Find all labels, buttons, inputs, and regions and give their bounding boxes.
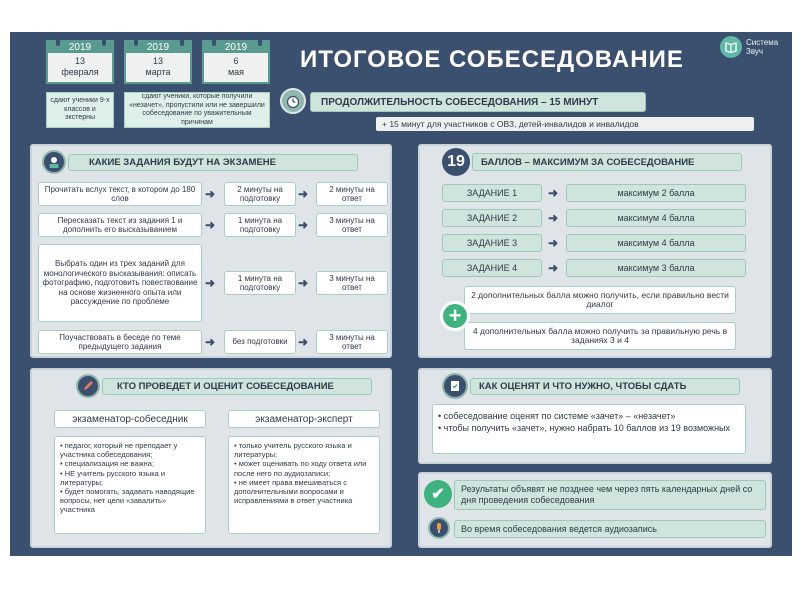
date-card-february bbox=[46, 40, 114, 84]
expert-point: • не имеет права вмешиваться с дополнительными вопросами и исправлениями в ответ участника bbox=[234, 477, 353, 506]
check-icon: ✔ bbox=[424, 480, 452, 508]
task-2: Пересказать текст из задания 1 и дополнить его высказыванием bbox=[38, 213, 202, 237]
arrow-right-icon: ➜ bbox=[205, 218, 216, 232]
tasks-header: КАКИЕ ЗАДАНИЯ БУДУТ НА ЭКЗАМЕНЕ bbox=[68, 154, 358, 171]
arrow-right-icon: ➜ bbox=[548, 211, 559, 225]
arrow-right-icon: ➜ bbox=[298, 218, 309, 232]
date-value: 6 мая bbox=[227, 56, 245, 77]
interviewer-point: • будет помогать, задавать наводящие вопросы, нет цели «завалить» участника bbox=[60, 487, 195, 515]
task-1-prep: 2 минуты на подготовку bbox=[224, 182, 296, 206]
arrow-right-icon: ➜ bbox=[548, 186, 559, 200]
extra-time-note: + 15 минут для участников с ОВЗ, детей-инвалидов и инвалидов bbox=[376, 117, 754, 131]
score-max-4: максимум 3 балла bbox=[566, 259, 746, 277]
duration-label: ПРОДОЛЖИТЕЛЬНОСТЬ СОБЕСЕДОВАНИЯ – 15 МИНУТ bbox=[310, 92, 646, 112]
score-task-2: ЗАДАНИЕ 2 bbox=[442, 209, 542, 227]
task-2-answer: 3 минуты на ответ bbox=[316, 213, 388, 237]
note-ninth-grade: сдают ученики 9-х классов и экстерны bbox=[46, 92, 114, 128]
task-1-answer: 2 минуты на ответ bbox=[316, 182, 388, 206]
pass-rules bbox=[432, 404, 746, 454]
task-3-prep: 1 минута на подготовку bbox=[224, 271, 296, 295]
date-card-may bbox=[202, 40, 270, 84]
logo-text: Система Звуч bbox=[746, 38, 779, 56]
task-2-prep: 1 минута на подготовку bbox=[224, 213, 296, 237]
pass-rule: • собеседование оценят по системе «зачет» – «незачет» bbox=[438, 411, 676, 421]
interviewer-point: • специализация не важна; bbox=[60, 459, 155, 469]
arrow-right-icon: ➜ bbox=[298, 276, 309, 290]
task-4: Поучаствовать в беседе по теме предыдущего задания bbox=[38, 330, 202, 354]
arrow-right-icon: ➜ bbox=[205, 335, 216, 349]
expert-description bbox=[228, 436, 380, 534]
date-value: 13 марта bbox=[145, 56, 171, 77]
scores-header: БАЛЛОВ – МАКСИМУМ ЗА СОБЕСЕДОВАНИЕ bbox=[472, 153, 742, 171]
score-task-4: ЗАДАНИЕ 4 bbox=[442, 259, 542, 277]
plus-icon: + bbox=[440, 301, 470, 331]
examiners-header: КТО ПРОВЕДЕТ И ОЦЕНИТ СОБЕСЕДОВАНИЕ bbox=[102, 378, 372, 395]
pencil-icon bbox=[76, 374, 100, 398]
results-note: Результаты объявят не позднее чем через пять календарных дней со дня проведения собеседования bbox=[454, 480, 766, 510]
student-icon bbox=[42, 150, 66, 174]
expert-point: • может оценивать по ходу ответа или после него по аудиозаписи; bbox=[234, 459, 367, 478]
task-4-answer: 3 минуты на ответ bbox=[316, 330, 388, 354]
date-year: 2019 bbox=[204, 42, 268, 53]
score-task-3: ЗАДАНИЕ 3 bbox=[442, 234, 542, 252]
alarm-clock-icon bbox=[280, 88, 306, 114]
poster bbox=[10, 32, 792, 556]
microphone-icon bbox=[428, 517, 450, 539]
score-max-2: максимум 4 балла bbox=[566, 209, 746, 227]
date-card-march bbox=[124, 40, 192, 84]
page-title: ИТОГОВОЕ СОБЕСЕДОВАНИЕ bbox=[300, 46, 684, 73]
role-interviewer: экзаменатор-собеседник bbox=[54, 410, 206, 428]
bonus-dialog: 2 дополнительных балла можно получить, если правильно вести диалог bbox=[464, 286, 736, 314]
task-3: Выбрать один из трех заданий для монологического высказывания: описать фотографию, подготовить повествование на основе жизненного опыта или рассуждение по проблеме bbox=[38, 244, 202, 322]
audio-note: Во время собеседования ведется аудиозапись bbox=[454, 520, 766, 538]
task-1: Прочитать вслух текст, в котором до 180 слов bbox=[38, 182, 202, 206]
results-panel bbox=[418, 472, 772, 548]
note-retake: сдают ученики, которые получили «незачет», пропустили или не завершили собеседование по уважительным причинам bbox=[124, 92, 270, 128]
interviewer-point: • НЕ учитель русского языка и литературы; bbox=[60, 468, 166, 487]
arrow-right-icon: ➜ bbox=[298, 187, 309, 201]
examiners-panel bbox=[30, 368, 392, 548]
tasks-panel bbox=[30, 144, 392, 358]
task-4-prep: без подготовки bbox=[224, 330, 296, 354]
document-check-icon bbox=[442, 373, 468, 399]
arrow-right-icon: ➜ bbox=[548, 236, 559, 250]
arrow-right-icon: ➜ bbox=[205, 187, 216, 201]
score-number: 19 bbox=[442, 148, 470, 176]
arrow-right-icon: ➜ bbox=[205, 276, 216, 290]
bonus-speech: 4 дополнительных балла можно получить за правильную речь в заданиях 3 и 4 bbox=[464, 322, 736, 350]
date-value: 13 февраля bbox=[61, 56, 99, 77]
pass-panel bbox=[418, 368, 772, 464]
date-year: 2019 bbox=[126, 42, 190, 53]
logo-book-icon bbox=[720, 36, 742, 58]
interviewer-point: • педагог, который не преподает у участника собеседования; bbox=[60, 441, 178, 460]
role-expert: экзаменатор-эксперт bbox=[228, 410, 380, 428]
date-year: 2019 bbox=[48, 42, 112, 53]
task-3-answer: 3 минуты на ответ bbox=[316, 271, 388, 295]
score-max-1: максимум 2 балла bbox=[566, 184, 746, 202]
expert-point: • только учитель русского языка и литературы; bbox=[234, 441, 352, 460]
score-task-1: ЗАДАНИЕ 1 bbox=[442, 184, 542, 202]
score-max-3: максимум 4 балла bbox=[566, 234, 746, 252]
scores-panel bbox=[418, 144, 772, 358]
pass-header: КАК ОЦЕНЯТ И ЧТО НУЖНО, ЧТОБЫ СДАТЬ bbox=[470, 378, 740, 395]
interviewer-description bbox=[54, 436, 206, 534]
pass-rule: • чтобы получить «зачет», нужно набрать 10 баллов из 19 возможных bbox=[438, 423, 731, 433]
arrow-right-icon: ➜ bbox=[548, 261, 559, 275]
arrow-right-icon: ➜ bbox=[298, 335, 309, 349]
